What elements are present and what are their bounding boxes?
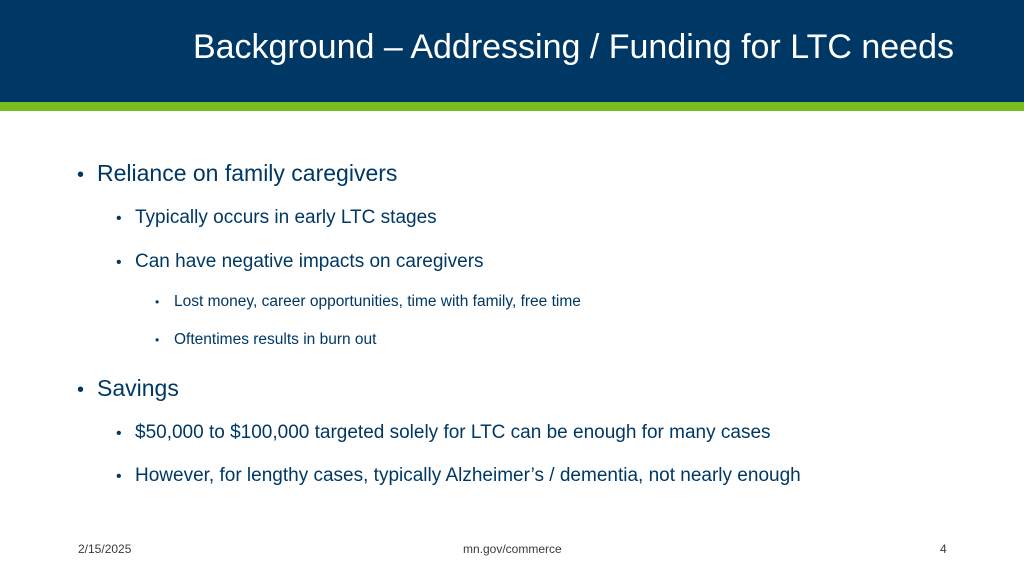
bullet-text: Reliance on family caregivers	[97, 160, 398, 186]
accent-bar	[0, 102, 1024, 111]
bullet-text: Oftentimes results in burn out	[174, 331, 377, 348]
bullet-item	[77, 375, 179, 402]
bullet-glyph: •	[77, 164, 85, 186]
bullet-item	[116, 251, 484, 273]
bullet-item	[116, 207, 437, 229]
bullet-glyph: •	[116, 254, 122, 271]
slide-title: Background – Addressing / Funding for LTC needs	[192, 28, 954, 66]
footer-page-number: 4	[940, 542, 947, 556]
bullet-glyph: •	[155, 333, 160, 347]
bullet-glyph: •	[116, 468, 122, 485]
bullet-text: Lost money, career opportunities, time with family, free time	[174, 293, 581, 310]
bullet-item	[77, 160, 397, 187]
bullet-item	[116, 422, 771, 444]
bullet-text: $50,000 to $100,000 targeted solely for LTC can be enough for many cases	[135, 422, 771, 443]
bullet-glyph: •	[77, 379, 85, 401]
footer-date: 2/15/2025	[78, 542, 132, 556]
bullet-item	[155, 293, 581, 311]
bullet-item	[116, 465, 801, 487]
bullet-text: Can have negative impacts on caregivers	[135, 251, 484, 272]
bullet-glyph: •	[116, 425, 122, 442]
footer-site: mn.gov/commerce	[463, 542, 562, 556]
bullet-text: However, for lengthy cases, typically Alzheimer’s / dementia, not nearly enough	[135, 465, 801, 486]
bullet-glyph: •	[116, 210, 122, 227]
title-band	[0, 0, 1024, 102]
bullet-item	[155, 331, 376, 349]
bullet-text: Savings	[97, 375, 179, 401]
bullet-text: Typically occurs in early LTC stages	[135, 207, 437, 228]
bullet-glyph: •	[155, 295, 160, 309]
